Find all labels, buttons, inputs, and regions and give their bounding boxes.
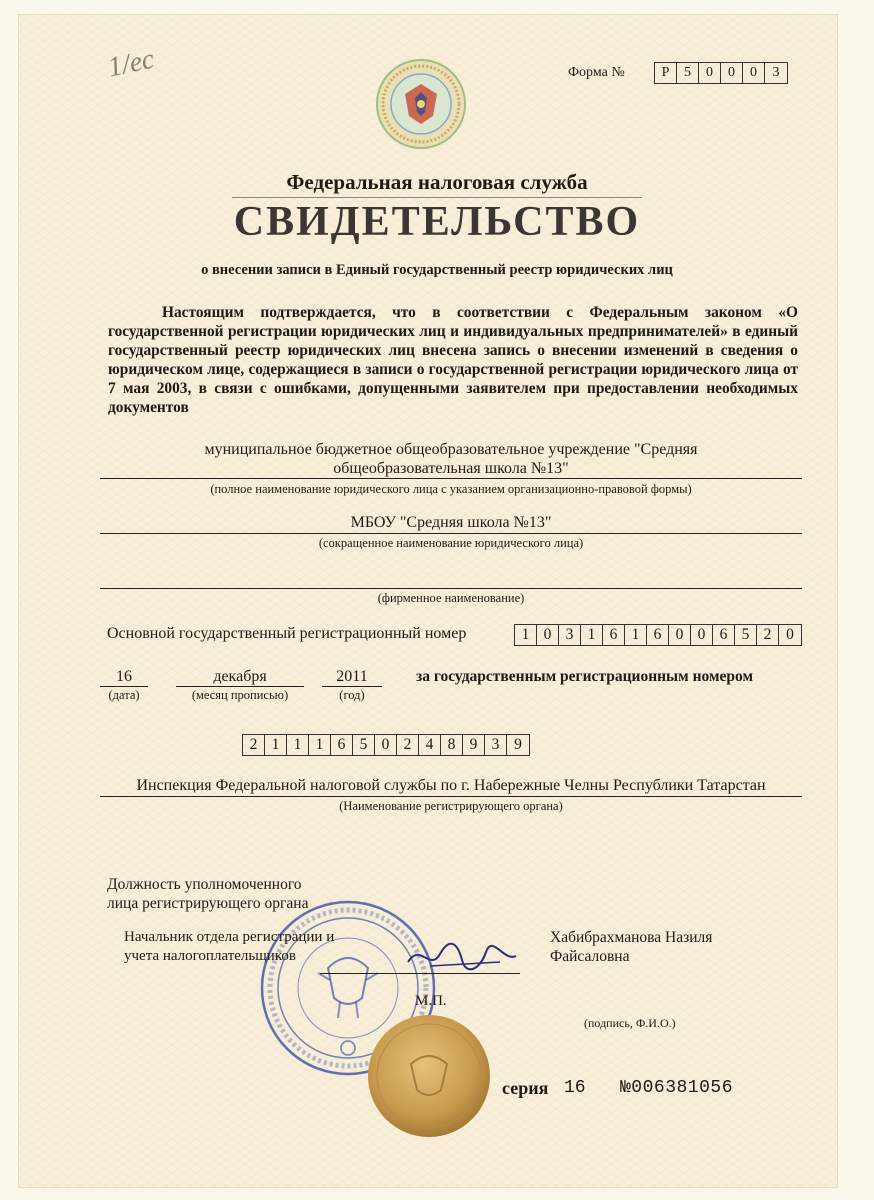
full-name-line1: муниципальное бюджетное общеобразовательное учреждение "Средняя [204, 441, 698, 458]
grn-digit: 4 [419, 735, 441, 755]
ogrn-digit: 6 [603, 625, 625, 645]
form-code-char: 0 [699, 63, 721, 83]
authority-underline [100, 796, 802, 797]
grn-digit: 9 [514, 736, 522, 753]
short-name-value: МБОУ "Средняя школа №13" [350, 514, 552, 531]
form-code-char: 0 [743, 63, 765, 83]
ogrn-label: Основной государственный регистрационный номер [107, 625, 467, 642]
ogrn-digit: 1 [581, 625, 603, 645]
position-label-line1: Должность уполномоченного [107, 876, 302, 893]
grn-digit: 6 [331, 735, 353, 755]
ogrn-digit: 6 [647, 625, 669, 645]
handwritten-signature-icon [400, 932, 520, 982]
department-line1: Начальник отдела регистрации и [124, 929, 335, 945]
date-year: 2011 [336, 668, 368, 685]
date-day: 16 [116, 668, 132, 685]
form-code-char: 5 [677, 63, 699, 83]
certificate-subtitle: о внесении записи в Единый государственный реестр юридических лиц [201, 262, 673, 278]
form-label: Форма № [568, 65, 625, 80]
signer-name [550, 928, 712, 966]
grn-digit: 3 [485, 735, 507, 755]
gold-seal-icon [367, 1014, 491, 1138]
grn-boxes [242, 734, 530, 756]
form-code-char: 3 [772, 65, 780, 80]
form-code-char: Р [655, 63, 677, 83]
series-label: серия [502, 1078, 549, 1098]
firm-name-caption: (фирменное наименование) [377, 591, 525, 605]
seal-place-label: М.П. [415, 993, 447, 1009]
grn-digit: 9 [463, 735, 485, 755]
authority-value: Инспекция Федеральной налоговой службы по г. Набережные Челны Республики Татарстан [136, 777, 766, 794]
ogrn-boxes [514, 624, 802, 646]
full-name-line2: общеобразовательная школа №13" [333, 460, 569, 477]
date-year-caption: (год) [339, 688, 365, 702]
date-month-underline [176, 686, 304, 687]
series-number: №006381056 [620, 1078, 734, 1098]
short-name-underline [100, 533, 802, 534]
department-line2: учета налогоплательщиков [124, 948, 296, 964]
ogrn-digit: 5 [735, 625, 757, 645]
grn-digit: 8 [441, 735, 463, 755]
ogrn-digit: 1 [625, 625, 647, 645]
fns-emblem-icon [375, 58, 467, 150]
signer-name-line1: Хабибрахманова Назиля [550, 929, 713, 946]
ogrn-digit: 0 [786, 626, 794, 643]
grn-digit: 5 [353, 735, 375, 755]
grn-digit: 1 [265, 735, 287, 755]
grn-digit: 2 [243, 735, 265, 755]
intro-paragraph: Настоящим подтверждается, что в соответствии с Федеральным законом «О государственной регистрации юридических лиц и индивидуальных предпринимателей» в единый государственный реестр юридических лиц внесена запись о внесении изменений в сведения о юридическом лице, содержащиеся в записи о государственной регистрации юридического лица от 7 мая 2003, в связи с ошибками, допущенными заявителем при предоставлении необходимых документов [108, 304, 798, 416]
authority-caption: (Наименование регистрирующего органа) [339, 799, 563, 813]
ogrn-digit: 6 [713, 625, 735, 645]
service-name: Федеральная налоговая служба [286, 170, 588, 194]
date-month-caption: (месяц прописью) [191, 688, 289, 702]
department [124, 928, 334, 966]
full-name-caption: (полное наименование юридического лица с указанием организационно-правовой формы) [210, 482, 692, 496]
ogrn-digit: 0 [691, 625, 713, 645]
grn-digit: 1 [287, 735, 309, 755]
handwritten-note: 1/ес [105, 43, 157, 84]
signer-name-line2: Файсаловна [550, 948, 630, 965]
position-label-line2: лица регистрирующего органа [107, 895, 309, 912]
ogrn-digit: 3 [559, 625, 581, 645]
grn-label: за государственным регистрационным номером [416, 668, 754, 685]
grn-digit: 1 [309, 735, 331, 755]
grn-digit: 2 [397, 735, 419, 755]
series-region: 16 [564, 1078, 586, 1098]
signature-caption: (подпись, Ф.И.О.) [584, 1016, 676, 1030]
ogrn-digit: 1 [515, 625, 537, 645]
firm-name-underline [100, 588, 802, 589]
ogrn-digit: 0 [537, 625, 559, 645]
full-name-underline [100, 478, 802, 479]
ogrn-digit: 2 [757, 625, 779, 645]
ogrn-digit: 0 [669, 625, 691, 645]
short-name-caption: (сокращенное наименование юридического лица) [318, 536, 584, 550]
date-month: декабря [213, 668, 267, 685]
form-code-boxes [654, 62, 788, 84]
date-year-underline [322, 686, 382, 687]
certificate-title: СВИДЕТЕЛЬСТВО [233, 199, 641, 245]
form-code-char: 0 [721, 63, 743, 83]
date-day-underline [100, 686, 148, 687]
date-day-caption: (дата) [108, 688, 140, 702]
grn-digit: 0 [375, 735, 397, 755]
